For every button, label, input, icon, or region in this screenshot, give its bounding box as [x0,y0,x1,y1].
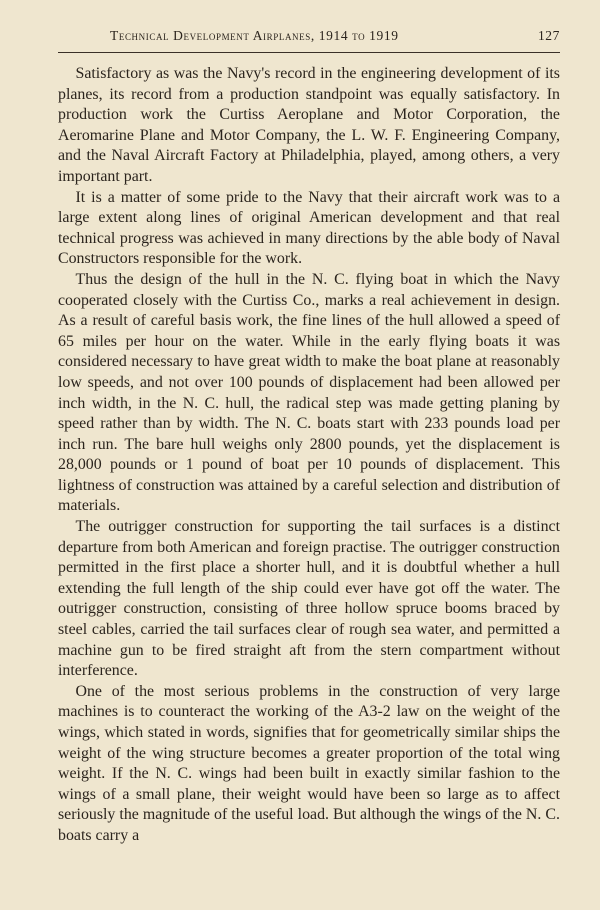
page-number: 127 [537,28,560,43]
body-text [58,64,560,847]
running-header [110,28,560,48]
paragraph: The outrigger construction for supporting the tail surfaces is a distinct departure from both American and foreign practise. The outrigger construction permitted in the first place a shorter hull, and it is doubtful whether a hull extending the full length of the ship could ever have got off the water. The outrigger construction, consisting of three hollow spruce booms braced by steel cables, carried the tail surfaces clear of rough sea water, and permitted a machine gun to be fired straight aft from the stern compartment without interference. [58,518,560,680]
paragraph: It is a matter of some pride to the Navy that their aircraft work was to a large extent along lines of original American development and that real technical progress was achieved in many directions by the able body of Naval Constructors responsible for the work. [58,188,560,268]
paragraph: One of the most serious problems in the construction of very large machines is to counteract the working of the A3-2 law on the weight of the wings, which stated in words, signifies that for geometrically similar ships the weight of the wing structure becomes a greater proportion of the total wing weight. If the N. C. wings had been built in exactly similar fashion to the wings of a small plane, their weight would have been so large as to affect seriously the magnitude of the useful load. But although the wings of the N. C. boats carry a [58,682,560,844]
paragraph: Thus the design of the hull in the N. C. flying boat in which the Navy cooperated closely with the Curtiss Co., marks a real achievement in design. As a result of careful basis work, the fine lines of the hull allowed a speed of 65 miles per hour on the water. While in the early flying boats it was considered necessary to have great width to make the boat plane at reasonably low speeds, and not over 100 pounds of displacement had been allowed per inch width, in the N. C. hull, the radical step was made getting planing by speed rather than by width. The N. C. boats start with 233 pounds load per inch run. The bare hull weighs only 2800 pounds, yet the displacement is 28,000 pounds or 1 pound of boat per 10 pounds of displacement. This lightness of construction was attained by a careful selection and distribution of materials. [58,270,560,515]
header-rule [58,52,560,53]
running-title: Technical Development Airplanes, 1914 to 1919 [110,28,399,43]
paragraph: Satisfactory as was the Navy's record in the engineering development of its planes, its record from a production standpoint was equally satisfactory. In production work the Curtiss Aeroplane and Motor Corporation, the Aeromarine Plane and Motor Company, the L. W. F. Engineering Company, and the Naval Aircraft Factory at Philadelphia, played, among others, a very important part. [58,65,560,185]
